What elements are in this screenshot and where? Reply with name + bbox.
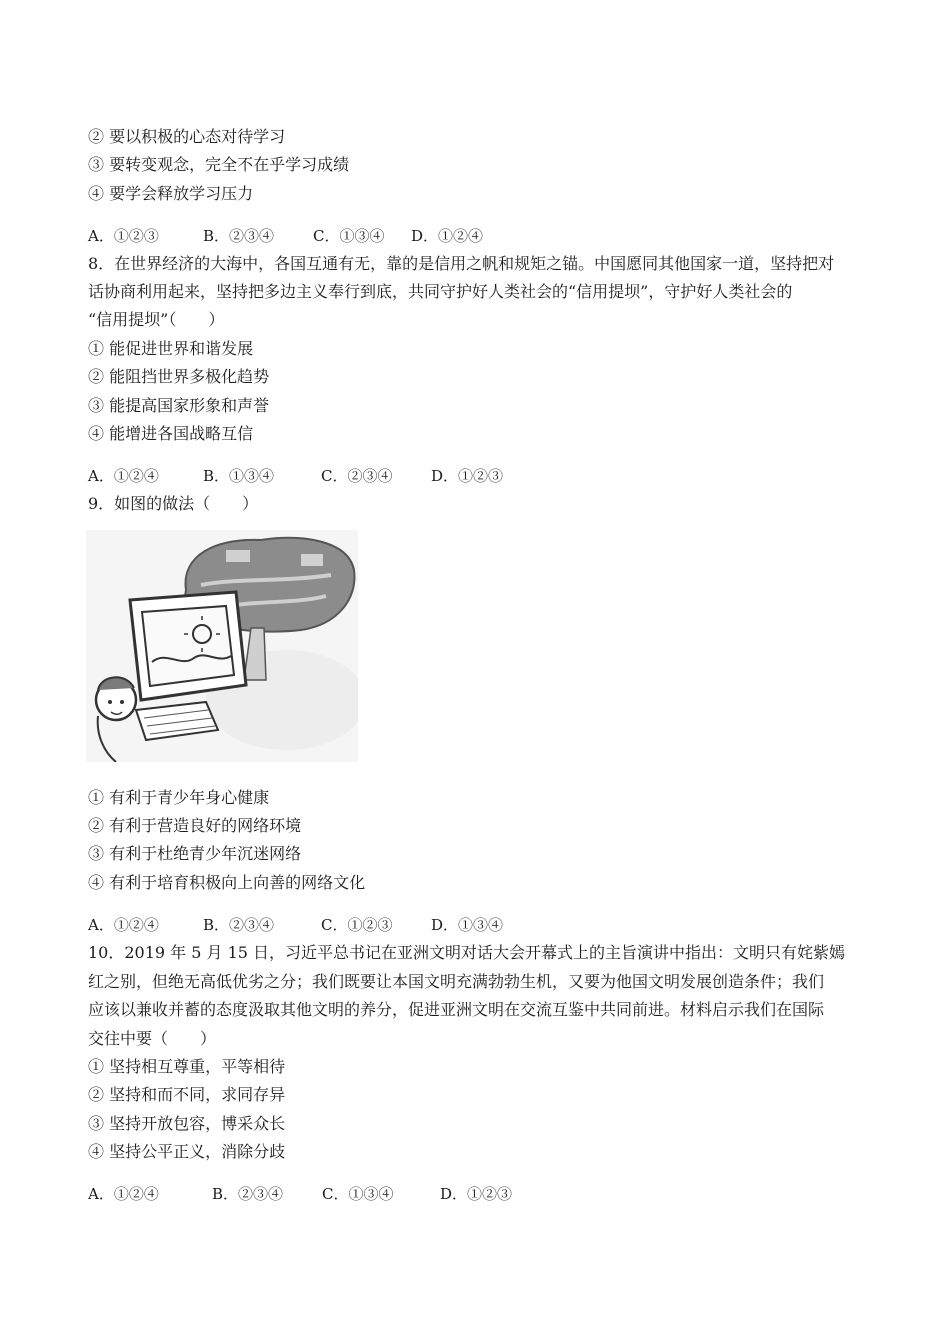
q9-stem: 9．如图的做法（ ） [88,494,259,513]
q10-option-2: ② 坚持和而不同，求同存异 [88,1085,286,1104]
q9-option-1: ① 有利于青少年身心健康 [88,788,270,807]
q8-option-1: ① 能促进世界和谐发展 [88,339,254,358]
q9-choice-c: C．①②③ [321,916,393,934]
q8-stem-line-3: “信用提坝”（ ） [88,310,225,329]
q7-option-4: ④ 要学会释放学习压力 [88,184,254,203]
q8-answer-choices [88,466,503,486]
q9-answer-choices [88,915,503,935]
q9-option-3: ③ 有利于杜绝青少年沉迷网络 [88,844,302,863]
q9-option-4: ④ 有利于培育积极向上向善的网络文化 [88,873,366,892]
q8-option-2: ② 能阻挡世界多极化趋势 [88,367,270,386]
q10-option-4: ④ 坚持公平正义，消除分歧 [88,1142,286,1161]
q7-answer-choices [88,226,483,246]
q7-choice-d: D．①②④ [411,227,484,245]
q10-stem-line-4: 交往中要（ ） [88,1029,217,1048]
q10-choice-d: D．①②③ [440,1185,513,1203]
q7-option-3: ③ 要转变观念，完全不在乎学习成绩 [88,155,350,174]
q10-stem-line-2: 红之别，但绝无高低优劣之分；我们既要让本国文明充满勃勃生机，又要为他国文明发展创造条件；我们 [88,972,825,991]
q10-stem-line-3: 应该以兼收并蓄的态度汲取其他文明的养分，促进亚洲文明在交流互鉴中共同前进。材料启示我们在国际 [88,1000,825,1019]
q9-illustration [86,530,358,762]
q9-option-2: ② 有利于营造良好的网络环境 [88,816,302,835]
q7-choice-a: A．①②③ [88,227,159,245]
q7-choice-b: B．②③④ [203,227,275,245]
q9-choice-d: D．①③④ [431,916,504,934]
q7-choice-c: C．①③④ [313,227,385,245]
q8-option-3: ③ 能提高国家形象和声誉 [88,396,270,415]
q9-choice-b: B．②③④ [203,916,275,934]
q8-choice-d: D．①②③ [431,467,504,485]
q8-choice-c: C．②③④ [321,467,393,485]
q10-stem-line-1: 10．2019 年 5 月 15 日，习近平总书记在亚洲文明对话大会开幕式上的主旨演讲中指出：文明只有姹紫嫣 [88,943,846,962]
q10-choice-c: C．①③④ [322,1185,394,1203]
q8-choice-b: B．①③④ [203,467,275,485]
q9-choice-a: A．①②④ [88,916,159,934]
q8-stem-line-2: 话协商利用起来，坚持把多边主义奉行到底，共同守护好人类社会的“信用提坝”，守护好人类社会的 [88,282,793,301]
q10-choice-b: B．②③④ [212,1185,284,1203]
q10-option-1: ① 坚持相互尊重，平等相待 [88,1057,286,1076]
q8-choice-a: A．①②④ [88,467,159,485]
q8-option-4: ④ 能增进各国战略互信 [88,424,254,443]
q10-option-3: ③ 坚持开放包容，博采众长 [88,1114,286,1133]
q8-stem-line-1: 8．在世界经济的大海中，各国互通有无，靠的是信用之帆和规矩之锚。中国愿同其他国家一道，坚持把对 [88,254,835,273]
q10-choice-a: A．①②④ [88,1185,159,1203]
q9-illustration-drawing [86,530,358,762]
q10-answer-choices [88,1184,512,1204]
q7-option-2: ② 要以积极的心态对待学习 [88,127,286,146]
